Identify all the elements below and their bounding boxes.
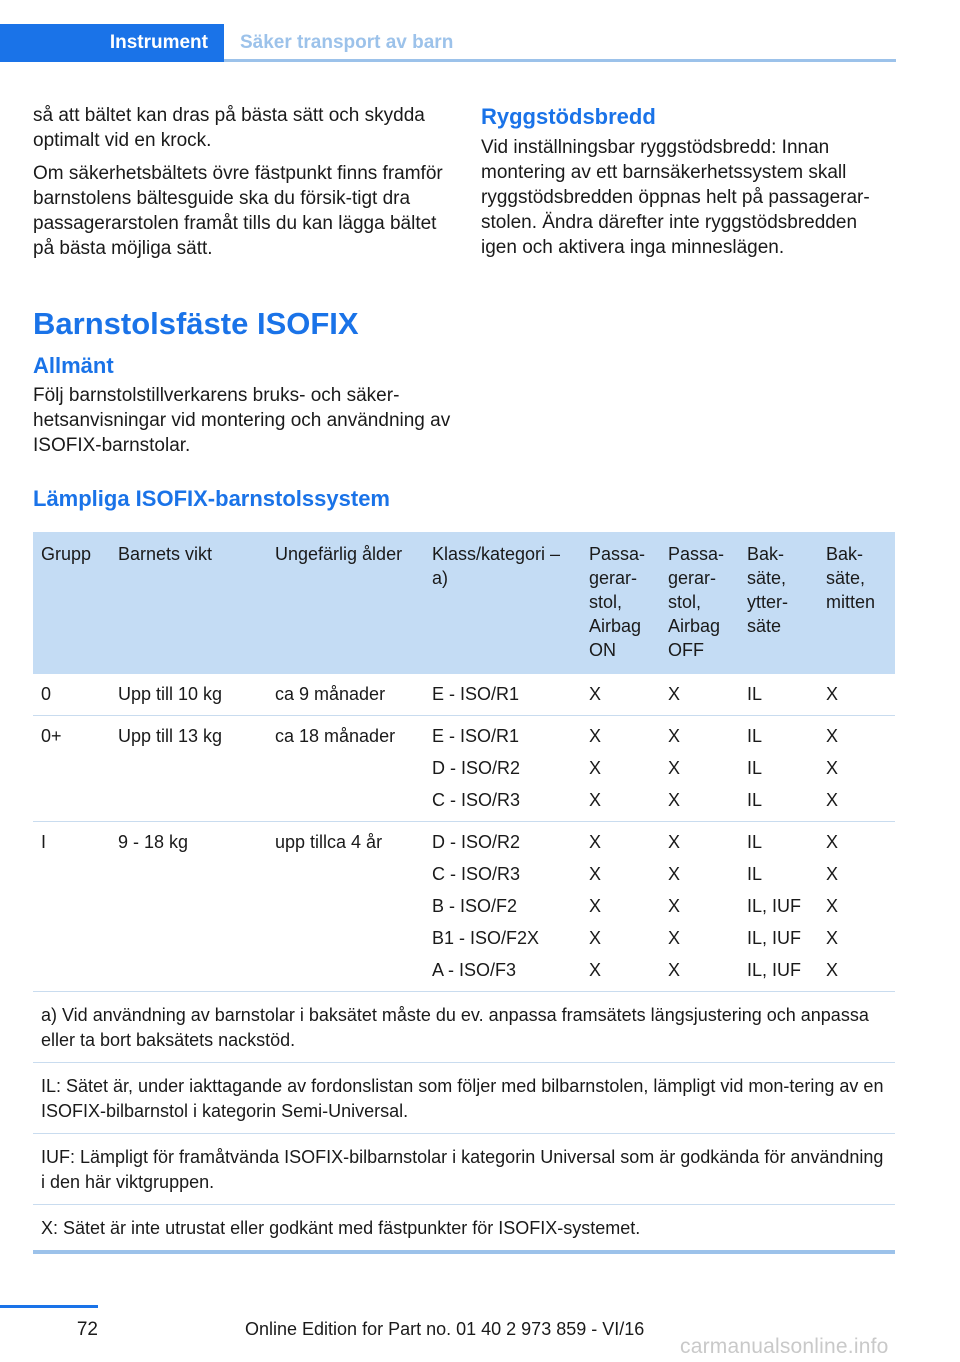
table-note-row: [33, 1134, 895, 1205]
cell-line: E - ISO/R1: [432, 726, 520, 746]
table-title: Lämpliga ISOFIX-barnstolssystem: [33, 486, 390, 511]
cell-line: X: [668, 790, 681, 810]
cell-line: IL: [747, 684, 763, 704]
cell-line: X: [589, 896, 602, 916]
table-note-row: [33, 992, 895, 1063]
table-header-row: [33, 532, 895, 674]
column-header-klass: Klass/kategori – a): [424, 532, 581, 674]
page-title: Barnstolsfäste ISOFIX: [33, 306, 359, 341]
edition-text: Online Edition for Part no. 01 40 2 973 859 - VI/16: [245, 1319, 645, 1339]
cell-airbag-on: [581, 716, 660, 822]
cell-group: 0: [33, 674, 110, 716]
cell-line: D - ISO/R2: [432, 758, 521, 778]
cell-line: IL: [747, 864, 763, 884]
cell-klass: [424, 822, 581, 992]
cell-age: ca 9 månader: [267, 674, 424, 716]
cell-line: X: [826, 726, 839, 746]
cell-line: X: [589, 832, 602, 852]
table-note: a) Vid användning av barnstolar i baksätet måste du ev. anpassa framsätets längsjustering och anpassa eller ta bort baksätets nackstöd.: [33, 992, 895, 1063]
paragraph: Om säkerhetsbältets övre fästpunkt finns framför barnstolens bältesguide ska du försik‐tigt dra passagerarstolen framåt tills du kan lägga bältet på bästa möjliga sätt.: [33, 163, 443, 259]
cell-airbag-off: [660, 716, 739, 822]
cell-line: X: [589, 960, 602, 980]
cell-line: IL, IUF: [747, 960, 802, 980]
cell-line: X: [589, 726, 602, 746]
cell-weight: 9 - 18 kg: [110, 822, 267, 992]
cell-line: X: [589, 684, 602, 704]
table-note-row: [33, 1205, 895, 1253]
watermark: carmanualsonline.info: [680, 1335, 889, 1358]
section-heading-allmant: Allmänt: [33, 353, 114, 378]
cell-line: X: [589, 790, 602, 810]
cell-klass: [424, 716, 581, 822]
table-note: IUF: Lämpligt för framåtvända ISOFIX-bilbarnstolar i kategorin Universal som är godkända för användning i den här viktgruppen.: [33, 1134, 895, 1205]
cell-outer-seat: [739, 716, 818, 822]
column-header-grupp: Grupp: [33, 532, 110, 674]
column-header-age: Ungefärlig ålder: [267, 532, 424, 674]
cell-line: X: [826, 896, 839, 916]
page-header: [0, 24, 896, 62]
cell-line: C - ISO/R3: [432, 864, 521, 884]
cell-middle-seat: [818, 674, 895, 716]
cell-line: X: [589, 928, 602, 948]
cell-line: X: [589, 864, 602, 884]
right-column: [481, 103, 893, 268]
cell-age: upp tillca 4 år: [267, 822, 424, 992]
cell-line: IL, IUF: [747, 896, 802, 916]
column-header-weight: Barnets vikt: [110, 532, 267, 674]
table-note: X: Sätet är inte utrustat eller godkänt med fästpunkter för ISOFIX-systemet.: [33, 1205, 895, 1253]
cell-line: X: [668, 928, 681, 948]
paragraph: Följ barnstolstillverkarens bruks- och säker‐hetsanvisningar vid montering och användning av ISOFIX-barnstolar.: [33, 385, 451, 456]
cell-line: X: [589, 758, 602, 778]
cell-line: C - ISO/R3: [432, 790, 521, 810]
cell-line: D - ISO/R2: [432, 832, 521, 852]
table-row: [33, 674, 895, 716]
cell-line: IL: [747, 726, 763, 746]
section-heading-ryggstodsbredd: Ryggstödsbredd: [481, 104, 656, 129]
table-row: [33, 822, 895, 992]
cell-line: X: [668, 896, 681, 916]
cell-line: X: [826, 758, 839, 778]
cell-line: IL: [747, 832, 763, 852]
cell-line: X: [826, 684, 839, 704]
cell-line: X: [826, 960, 839, 980]
column-header-airbag-off: Passa‐ gerar‐ stol, Airbag OFF: [660, 532, 739, 674]
cell-line: X: [826, 928, 839, 948]
cell-outer-seat: [739, 822, 818, 992]
cell-line: IL, IUF: [747, 928, 802, 948]
cell-airbag-on: [581, 674, 660, 716]
cell-klass: [424, 674, 581, 716]
cell-line: X: [668, 758, 681, 778]
paragraph: Vid inställningsbar ryggstödsbredd: Innan montering av ett barnsäkerhetssystem skall ryggstödsbredden öppnas helt på passagerar‐stolen. Ändra därefter inte ryggstödsbredden igen och aktivera inga minneslägen.: [481, 137, 870, 258]
breadcrumb[interactable]: Säker transport av barn: [240, 32, 454, 53]
isofix-table: [33, 532, 895, 1254]
cell-line: X: [826, 832, 839, 852]
table-row: [33, 716, 895, 822]
cell-outer-seat: [739, 674, 818, 716]
cell-line: B - ISO/F2: [432, 896, 518, 916]
cell-age: ca 18 månader: [267, 716, 424, 822]
cell-line: X: [668, 832, 681, 852]
cell-line: IL: [747, 758, 763, 778]
allmant-section: [33, 352, 453, 458]
cell-weight: Upp till 13 kg: [110, 716, 267, 822]
column-header-airbag-on: Passa‐ gerar‐ stol, Airbag ON: [581, 532, 660, 674]
column-header-middle-seat: Bak‐ säte, mitten: [818, 532, 895, 674]
cell-line: X: [668, 726, 681, 746]
cell-line: B1 - ISO/F2X: [432, 928, 540, 948]
column-header-outer-seat: Bak‐ säte, ytter‐ säte: [739, 532, 818, 674]
cell-airbag-on: [581, 822, 660, 992]
cell-airbag-off: [660, 674, 739, 716]
section-tab-instrument[interactable]: Instrument: [0, 24, 224, 62]
cell-airbag-off: [660, 822, 739, 992]
cell-group: I: [33, 822, 110, 992]
cell-group: 0+: [33, 716, 110, 822]
cell-line: A - ISO/F3: [432, 960, 517, 980]
cell-line: X: [668, 960, 681, 980]
left-column: [33, 103, 445, 269]
cell-middle-seat: [818, 822, 895, 992]
cell-line: X: [668, 864, 681, 884]
cell-weight: Upp till 10 kg: [110, 674, 267, 716]
cell-line: X: [668, 684, 681, 704]
table-note: IL: Sätet är, under iakttagande av fordonslistan som följer med bilbarnstolen, lämpligt vid mon‐tering av en ISOFIX-bilbarnstol i kategorin Semi-Universal.: [33, 1063, 895, 1134]
page-number: 72: [76, 1319, 98, 1340]
paragraph: så att bältet kan dras på bästa sätt och skydda optimalt vid en krock.: [33, 105, 425, 151]
table-note-row: [33, 1063, 895, 1134]
cell-middle-seat: [818, 716, 895, 822]
cell-line: X: [826, 790, 839, 810]
cell-line: E - ISO/R1: [432, 684, 520, 704]
cell-line: IL: [747, 790, 763, 810]
footer-rule: [0, 1305, 98, 1308]
cell-line: X: [826, 864, 839, 884]
